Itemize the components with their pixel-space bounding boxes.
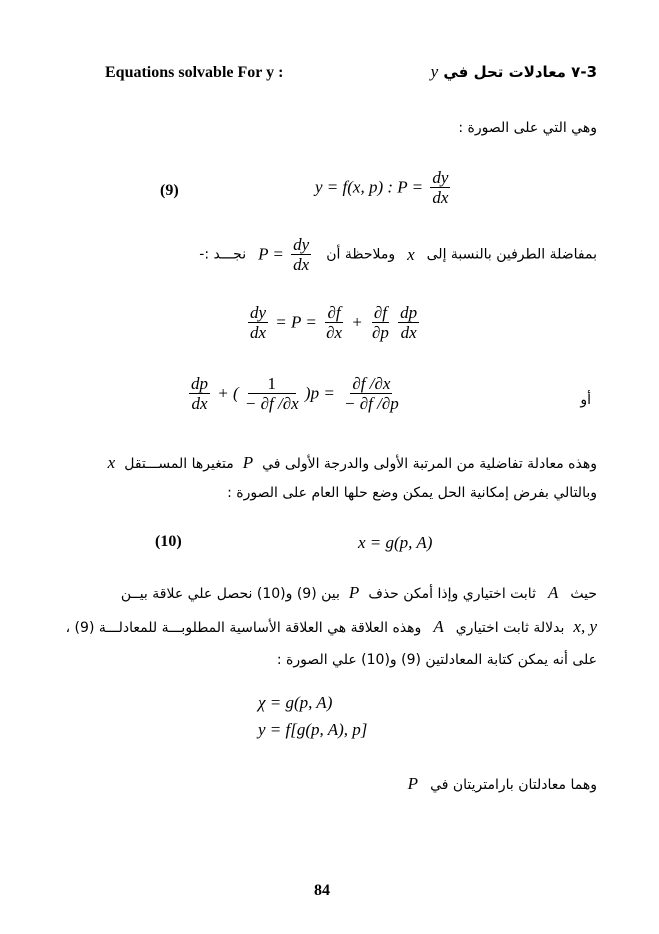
para2-text-d: بدلالة ثابت اختياري [455, 620, 565, 636]
fraction-denominator: dx [250, 323, 267, 342]
plus-sign: + [351, 312, 363, 332]
fraction-denominator: dx [293, 255, 310, 274]
arabic-title [431, 62, 597, 82]
para2-text-b: ثابت اختياري وإذا أمكن حذف [368, 586, 536, 602]
equation-mid: = P = [275, 312, 317, 332]
equation-10: x = g(p, A) [358, 533, 433, 552]
para1-var-x: x [107, 453, 116, 472]
fraction-numerator: dy [250, 303, 267, 322]
fraction-numerator: ∂f /∂x [352, 374, 391, 393]
fraction-numerator: 1 [248, 374, 297, 394]
final-line [408, 774, 597, 794]
final-var-p: P [407, 774, 419, 793]
english-title: Equations solvable For y : [105, 64, 284, 81]
para1-text-a: وهذه معادلة تفاضلية من المرتبة الأولى والدرجة الأولى في [262, 456, 597, 472]
fraction-one-over [243, 374, 301, 413]
para2-text-a: حيث [570, 586, 597, 602]
line2-p-eq [258, 235, 314, 274]
equation-number-9: (9) [160, 182, 179, 199]
para2-text-e: وهذه العلاقة هي العلاقة الأساسية المطلوبـــة للمعادلـــة (9) ، [65, 620, 422, 636]
paragraph-2-line-3: على أنه يمكن كتابة المعادلتين (9) و(10) علي الصورة : [276, 652, 597, 668]
close-paren: )p = [304, 383, 335, 403]
para2-var-xy: x, y [573, 617, 597, 636]
paragraph-1-line-2: وبالتالي بفرض إمكانية الحل يمكن وضع حلها العام على الصورة : [227, 485, 597, 501]
parametric-equation-2: y = f[g(p, A), p] [258, 720, 368, 739]
arabic-title-var: y [430, 62, 439, 81]
line2-text2: وملاحظة أن [326, 246, 396, 263]
para2-var-a: A [547, 583, 559, 602]
line2-p-lhs: P = [258, 244, 284, 264]
parametric-equation-1: χ = g(p, A) [258, 693, 333, 712]
fraction-dy-dx [248, 303, 268, 342]
dy-dx-fraction [430, 168, 450, 207]
fraction-numerator: ∂f [327, 303, 341, 322]
fraction-ratio [342, 374, 401, 413]
fraction-denominator: ∂x [326, 323, 343, 342]
paragraph-2-line-1 [121, 583, 597, 603]
fraction-denominator: − ∂f /∂p [344, 394, 399, 413]
fraction-denominator: dx [432, 188, 449, 207]
equation-or [186, 374, 404, 413]
fraction-df-dx [324, 303, 344, 342]
page-number: 84 [314, 882, 330, 899]
para1-text-b: متغيرها المســـتقل [124, 456, 234, 472]
fraction-denominator: ∂p [372, 323, 389, 342]
fraction-numerator: dp [191, 374, 208, 393]
fraction-denominator: dx [191, 394, 208, 413]
fraction-df-dp [370, 303, 391, 342]
line2-fraction [291, 235, 311, 274]
fraction-denominator: dx [400, 323, 417, 342]
fraction-numerator: dy [293, 235, 310, 254]
line2-text3: نجـــد :- [199, 246, 247, 263]
paragraph-2-line-2 [66, 617, 597, 637]
para2-var-a2: A [433, 617, 444, 636]
or-label: أو [580, 392, 591, 408]
line2-text: بمفاضلة الطرفين بالنسبة إلى [426, 246, 597, 263]
equation-9-lhs: y = f(x, p) : P = [315, 177, 424, 197]
equation-number-10: (10) [155, 533, 182, 550]
para2-text-c: بين (9) و(10) نحصل علي علاقة بيــن [120, 586, 340, 602]
fraction-numerator: ∂f [373, 303, 388, 322]
fraction-dp-dx [189, 374, 210, 413]
differentiation-line [199, 235, 597, 274]
para1-var-p: P [242, 453, 254, 472]
fraction-numerator: dp [400, 303, 418, 322]
arabic-title-text: 3-٧ معادلات تحل في [443, 63, 597, 81]
fraction-numerator: dy [432, 168, 449, 187]
plus-paren: + ( [217, 383, 239, 403]
intro-line: وهي التي على الصورة : [458, 120, 597, 136]
paragraph-1-line-1 [62, 453, 597, 473]
final-text: وهما معادلتان بارامتريتان في [430, 777, 597, 793]
equation-9 [315, 168, 453, 207]
para2-var-p: P [348, 583, 360, 602]
fraction-dp-dx [398, 303, 419, 342]
line2-var: x [407, 244, 415, 264]
fraction-denominator: − ∂f /∂x [244, 394, 299, 413]
equation-differentiated [245, 303, 422, 342]
